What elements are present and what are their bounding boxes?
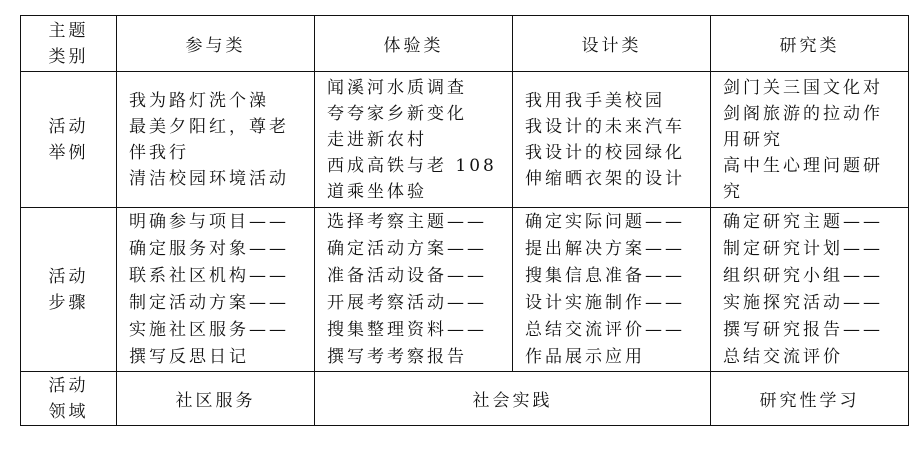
list-item: 剑门关三国文化对 (723, 77, 883, 98)
label-line: 活动 (48, 116, 89, 137)
examples-cell-research (711, 72, 909, 208)
list-item: 我为路灯洗个澡 (129, 90, 269, 111)
row-label-examples (21, 72, 117, 208)
examples-cell-design (513, 72, 711, 208)
label-line: 活动 (48, 375, 89, 396)
list-item: 搜集整理资料—— (327, 319, 487, 340)
list-item: 撰写研究报告—— (723, 319, 883, 340)
list-item: 伸缩晒衣架的设计 (525, 168, 685, 189)
table-row-domain (21, 372, 909, 426)
label-line: 主题 (48, 20, 89, 41)
list-item: 用研究 (723, 129, 783, 150)
steps-cell-research (711, 208, 909, 372)
list-item: 实施探究活动—— (723, 292, 883, 313)
domain-cell-research-learning: 研究性学习 (711, 372, 909, 426)
table-row-steps (21, 208, 909, 372)
column-header-research: 研究类 (711, 16, 909, 72)
table-header-row (21, 16, 909, 72)
label-line: 举例 (48, 142, 89, 163)
column-header-design: 设计类 (513, 16, 711, 72)
label-line: 活动 (48, 266, 89, 287)
list-item: 总结交流评价—— (525, 319, 685, 340)
list-item: 联系社区机构—— (129, 265, 289, 286)
list-item: 走进新农村 (327, 129, 427, 150)
list-item: 作品展示应用 (525, 346, 645, 367)
list-item: 实施社区服务—— (129, 319, 289, 340)
list-item: 究 (723, 181, 743, 202)
label-line: 领域 (48, 401, 89, 422)
list-item: 确定研究主题—— (723, 211, 883, 232)
list-item: 道乘坐体验 (327, 181, 427, 202)
steps-cell-participation (117, 208, 315, 372)
list-item: 清洁校园环境活动 (129, 168, 289, 189)
label-line: 步骤 (48, 292, 89, 313)
list-item: 开展考察活动—— (327, 292, 487, 313)
list-item: 高中生心理问题研 (723, 155, 883, 176)
list-item: 搜集信息准备—— (525, 265, 685, 286)
table-row-examples (21, 72, 909, 208)
list-item: 提出解决方案—— (525, 238, 685, 259)
list-item: 组织研究小组—— (723, 265, 883, 286)
list-item: 撰写考考察报告 (327, 346, 467, 367)
list-item: 剑阁旅游的拉动作 (723, 103, 883, 124)
list-item: 我用我手美校园 (525, 90, 665, 111)
list-item: 闻溪河水质调查 (327, 77, 467, 98)
list-item: 确定服务对象—— (129, 238, 289, 259)
steps-cell-design (513, 208, 711, 372)
list-item: 准备活动设备—— (327, 265, 487, 286)
examples-cell-participation (117, 72, 315, 208)
list-item: 伴我行 (129, 142, 189, 163)
list-item: 制定研究计划—— (723, 238, 883, 259)
list-item: 总结交流评价 (723, 346, 843, 367)
activity-category-table (20, 15, 909, 426)
domain-cell-social-practice: 社会实践 (315, 372, 711, 426)
list-item: 撰写反思日记 (129, 346, 249, 367)
row-label-category (21, 16, 117, 72)
list-item: 最美夕阳红，尊老 (129, 116, 289, 137)
list-item: 明确参与项目—— (129, 211, 289, 232)
column-header-participation: 参与类 (117, 16, 315, 72)
list-item: 确定活动方案—— (327, 238, 487, 259)
list-item: 选择考察主题—— (327, 211, 487, 232)
label-line: 类别 (48, 46, 89, 67)
domain-cell-community-service: 社区服务 (117, 372, 315, 426)
list-item: 我设计的未来汽车 (525, 116, 685, 137)
list-item: 设计实施制作—— (525, 292, 685, 313)
list-item: 夸夸家乡新变化 (327, 103, 467, 124)
row-label-domain (21, 372, 117, 426)
list-item: 确定实际问题—— (525, 211, 685, 232)
list-item: 制定活动方案—— (129, 292, 289, 313)
row-label-steps (21, 208, 117, 372)
examples-cell-experience (315, 72, 513, 208)
steps-cell-experience (315, 208, 513, 372)
list-item: 西成高铁与老 108 (327, 155, 497, 176)
column-header-experience: 体验类 (315, 16, 513, 72)
list-item: 我设计的校园绿化 (525, 142, 685, 163)
